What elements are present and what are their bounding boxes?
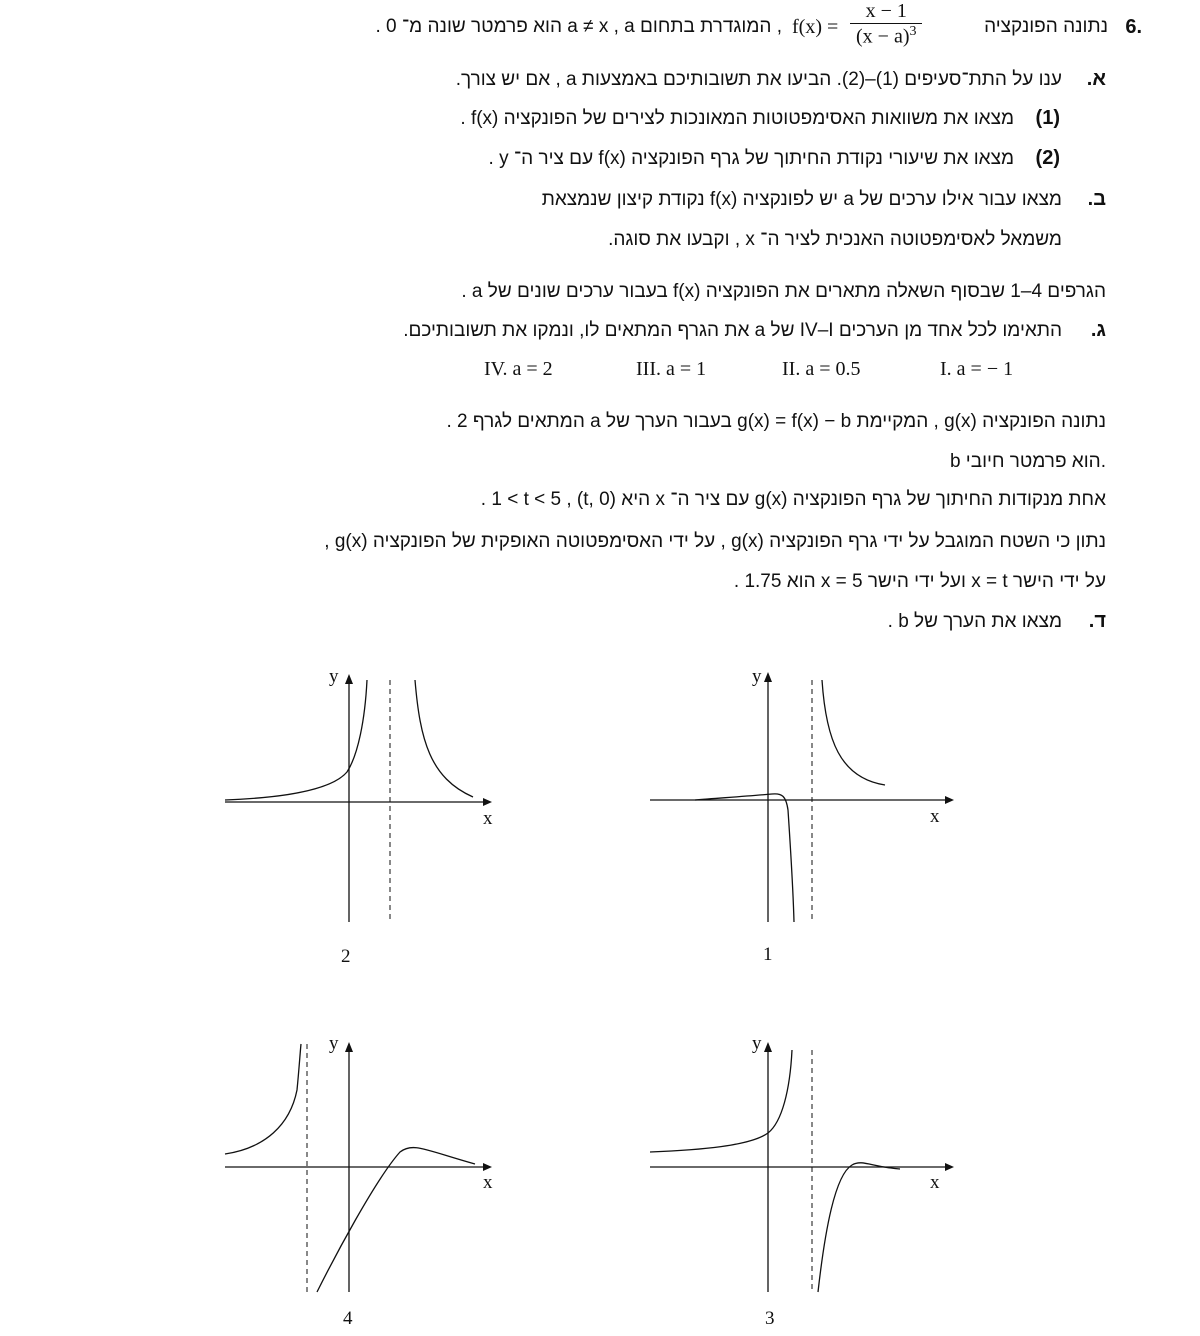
- graph-1: [640, 660, 960, 930]
- part-a-marker: א.: [1086, 68, 1106, 90]
- graph-3-curve-left: [650, 1050, 792, 1152]
- graph-2-y-label: y: [329, 666, 339, 687]
- graph-4-y-label: y: [329, 1033, 339, 1054]
- graph-2-x-arrow: [483, 798, 492, 806]
- graph-3-y-label: y: [752, 1033, 762, 1054]
- part-b-line1: מצאו עבור אילו ערכים של a יש לפונקציה f(x) נקודת קיצון שנמצאת: [541, 189, 1062, 210]
- part-d-intro-line2: b הוא פרמטר חיובי.: [949, 451, 1106, 472]
- graph-2-curve-left: [225, 680, 367, 800]
- graph-2-curve-right: [415, 680, 473, 797]
- part-d-intro-line1: נתונה הפונקציה g(x) , המקיימת g(x) = f(x) − b בעבור הערך של a המתאים לגרף 2 .: [446, 411, 1106, 432]
- part-d-intro-line4: נתון כי השטח המוגבל על ידי גרף הפונקציה g(x) , על ידי האסימפטוטה האופקית של הפונקציה g(x) ,: [324, 531, 1106, 552]
- intro-suffix: , המוגדרת בתחום a ≠ x , a הוא פרמטר שונה מ־ 0 .: [375, 16, 782, 37]
- graph-4-curve-right: [317, 1148, 475, 1292]
- fraction-denominator-base: (x − a): [856, 25, 910, 48]
- question-number: .6: [1125, 16, 1142, 38]
- fraction-exponent: 3: [909, 24, 917, 39]
- function-fraction: [850, 0, 922, 49]
- fraction-numerator: x − 1: [865, 0, 907, 22]
- graph-4-x-arrow: [483, 1163, 492, 1171]
- graph-1-number: 1: [763, 944, 773, 965]
- graph-1-curve-right: [822, 680, 885, 785]
- part-d-intro-line3: אחת מנקודות החיתוך של גרף הפונקציה g(x) עם ציר ה־ x היא (t, 0) , 1 < t < 5 .: [480, 489, 1106, 510]
- graph-2-x-label: x: [483, 808, 493, 829]
- graph-1-y-label: y: [752, 666, 762, 687]
- option-ii: II. a = 0.5: [782, 358, 861, 380]
- part-c-text: התאימו לכל אחד מן הערכים IV–I של a את הגרף המתאים לו, ונמקו את תשובותיכם.: [403, 320, 1062, 341]
- part-a-sub2-text: מצאו את שיעורי נקודת החיתוך של גרף הפונקציה f(x) עם ציר ה־ y .: [488, 148, 1014, 169]
- part-d-text: מצאו את הערך של b .: [887, 611, 1062, 632]
- graph-3-x-label: x: [930, 1172, 940, 1193]
- part-c-marker: ג.: [1090, 319, 1106, 341]
- graph-1-curve-left: [695, 794, 794, 922]
- graph-1-x-label: x: [930, 806, 940, 827]
- graph-3: [640, 1030, 960, 1300]
- part-a-sub1-text: מצאו את משוואות האסימפטוטות המאונכות לצירים של הפונקציה f(x) .: [460, 108, 1014, 129]
- graph-1-x-arrow: [945, 796, 954, 804]
- graph-2-y-arrow: [345, 674, 353, 684]
- part-d-intro-line5: על ידי הישר x = t ועל ידי הישר x = 5 הוא 1.75 .: [733, 571, 1106, 592]
- graph-3-curve-right: [818, 1163, 900, 1292]
- graph-4-number: 4: [343, 1308, 353, 1329]
- part-a-sub2-marker: (2): [1035, 147, 1060, 169]
- fraction-denominator: [850, 23, 922, 49]
- graph-4: [215, 1030, 515, 1300]
- graph-3-y-arrow: [764, 1042, 772, 1052]
- part-c-options: [0, 358, 1200, 388]
- graph-3-number: 3: [765, 1308, 775, 1329]
- part-b-marker: ב.: [1087, 188, 1106, 210]
- graph-2: [215, 660, 515, 930]
- graph-1-y-arrow: [764, 672, 772, 682]
- option-i: I. a = − 1: [940, 358, 1014, 380]
- graph-4-y-arrow: [345, 1042, 353, 1052]
- graphs-intro: הגרפים 4–1 שבסוף השאלה מתארים את הפונקציה f(x) בעבור ערכים שונים של a .: [461, 281, 1106, 302]
- option-iii: III. a = 1: [636, 358, 707, 380]
- part-a-sub1-marker: (1): [1035, 107, 1060, 129]
- part-d-marker: ד.: [1088, 610, 1106, 632]
- function-lhs: f(x) =: [792, 16, 839, 38]
- part-b-line2: משמאל לאסימפטוטה האנכית לציר ה־ x , וקבעו את סוגה.: [608, 229, 1062, 250]
- graph-3-x-arrow: [945, 1163, 954, 1171]
- graph-4-curve-left: [225, 1044, 301, 1154]
- intro-prefix: נתונה הפונקציה: [984, 16, 1108, 37]
- graph-4-x-label: x: [483, 1172, 493, 1193]
- option-iv: IV. a = 2: [484, 358, 553, 380]
- part-a-text: ענו על התת־סעיפים (1)–(2). הביעו את תשובותיכם באמצעות a , אם יש צורך.: [455, 69, 1062, 90]
- graph-2-number: 2: [341, 946, 351, 967]
